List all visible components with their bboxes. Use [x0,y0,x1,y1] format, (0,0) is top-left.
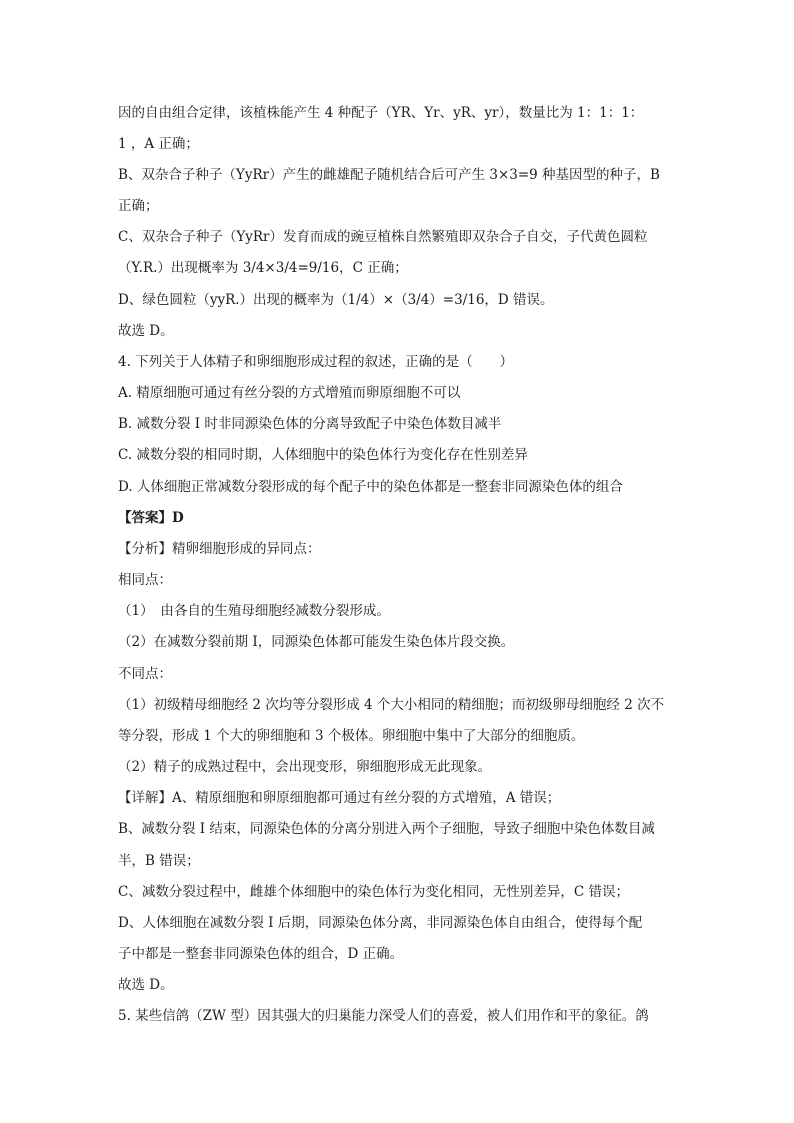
option-b: B. 减数分裂 I 时非同源染色体的分离导致配子中染色体数目减半 [118,416,502,432]
option-c: C. 减数分裂的相同时期，人体细胞中的染色体行为变化存在性别差异 [118,447,528,463]
option-a: A. 精原细胞可通过有丝分裂的方式增殖而卵原细胞不可以 [118,385,461,401]
text-line: （1） 由各自的生殖母细胞经减数分裂形成。 [118,603,390,619]
text-line: 半，B 错误； [118,853,200,869]
text-line: D、人体细胞在减数分裂 I 后期，同源染色体分离，非同源染色体自由组合，使得每个配 [118,915,643,931]
text-line: 正确； [118,198,159,214]
question-4-stem: 4. 下列关于人体精子和卵细胞形成过程的叙述，正确的是（ ） [118,354,514,370]
detail-heading: 【详解】A、精原细胞和卵原细胞都可通过有丝分裂的方式增殖，A 错误； [118,790,561,806]
text-line: 故选 D。 [118,977,174,993]
text-line: 子中都是一整套非同源染色体的组合，D 正确。 [118,946,404,962]
text-line: D、绿色圆粒（yyR.）出现的概率为（1/4）×（3/4）=3/16，D 错误。 [118,292,554,308]
text-line: （1）初级精母细胞经 2 次均等分裂形成 4 个大小相同的精细胞；而初级卵母细胞经 2 次不 [118,697,665,713]
text-line: 故选 D。 [118,323,174,339]
text-line: C、双杂合子种子（YyRr）发育而成的豌豆植株自然繁殖即双杂合子自交，子代黄色圆粒 [118,229,648,245]
text-line: （Y.R.）出现概率为 3/4×3/4=9/16，C 正确； [118,260,408,276]
text-line: 相同点： [118,572,172,588]
text-line: B、双杂合子种子（YyRr）产生的雌雄配子随机结合后可产生 3×3=9 种基因型的种子，B [118,167,660,183]
text-line: （2）精子的成熟过程中，会出现变形，卵细胞形成无此现象。 [118,759,492,775]
text-line: 1 ，A 正确； [118,136,199,152]
answer-line: 【答案】D [118,510,184,526]
text-line: 等分裂，形成 1 个大的卵细胞和 3 个极体。卵细胞中集中了大部分的细胞质。 [118,728,585,744]
question-5-stem: 5. 某些信鸽（ZW 型）因其强大的归巢能力深受人们的喜爱，被人们用作和平的象征。鸽 [118,1008,649,1024]
text-line: 不同点： [118,666,172,682]
text-line: B、减数分裂 I 结束，同源染色体的分离分别进入两个子细胞，导致子细胞中染色体数目减 [118,821,655,837]
text-line: （2）在减数分裂前期 I，同源染色体都可能发生染色体片段交换。 [118,634,515,650]
text-line: 因的自由组合定律，该植株能产生 4 种配子（YR、Yr、yR、yr），数量比为 1：1：1： [118,105,644,121]
text-line: C、减数分裂过程中，雌雄个体细胞中的染色体行为变化相同，无性别差异，C 错误； [118,884,629,900]
analysis-heading: 【分析】精卵细胞形成的异同点： [118,541,321,557]
option-d: D. 人体细胞正常减数分裂形成的每个配子中的染色体都是一整套非同源染色体的组合 [118,479,623,495]
